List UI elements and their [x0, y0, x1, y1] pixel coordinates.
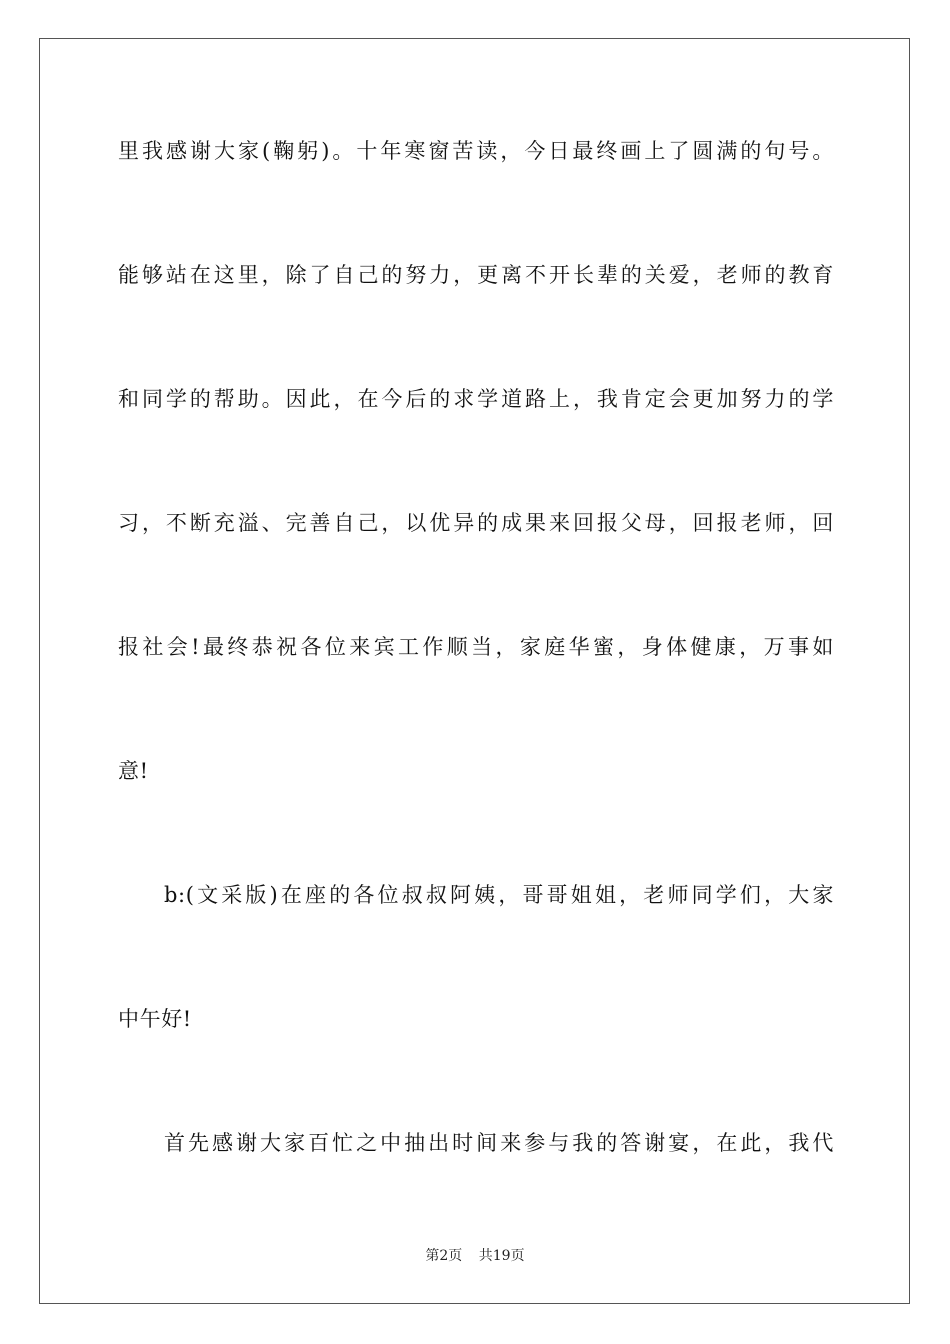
page-number: 第2页: [425, 1248, 463, 1264]
paragraph-line: 中午好!: [118, 1007, 192, 1031]
page-footer: [0, 1246, 950, 1266]
paragraph-line: 能够站在这里，除了自己的努力，更离不开长辈的关爱，老师的教育: [118, 263, 834, 287]
page-border: [39, 38, 910, 1304]
paragraph-line: 意!: [118, 759, 149, 783]
page-total: 共19页: [478, 1248, 525, 1264]
paragraph-line: 和同学的帮助。因此，在今后的求学道路上，我肯定会更加努力的学: [118, 387, 834, 411]
paragraph-line: 习，不断充溢、完善自己，以优异的成果来回报父母，回报老师，回: [118, 511, 834, 535]
paragraph-line: b:(文采版)在座的各位叔叔阿姨，哥哥姐姐，老师同学们，大家: [164, 883, 834, 907]
paragraph-line: 里我感谢大家(鞠躬)。十年寒窗苦读，今日最终画上了圆满的句号。: [118, 139, 834, 163]
paragraph-line: 首先感谢大家百忙之中抽出时间来参与我的答谢宴，在此，我代: [164, 1131, 834, 1155]
paragraph-line: 报社会!最终恭祝各位来宾工作顺当，家庭华蜜，身体健康，万事如: [118, 635, 834, 659]
